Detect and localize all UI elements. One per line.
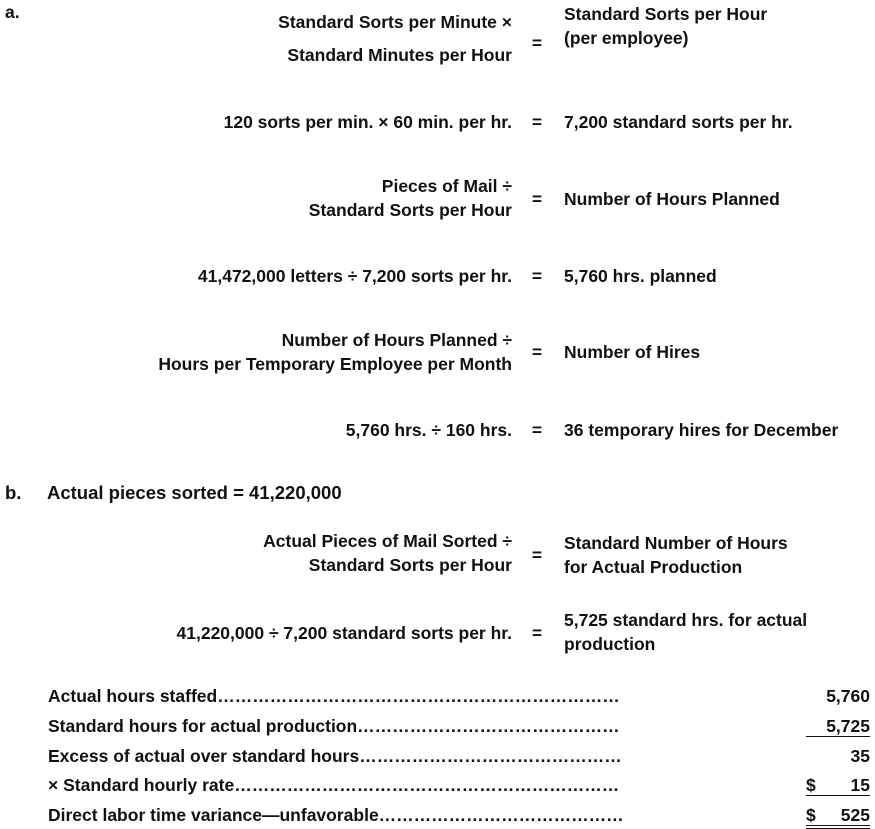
a-eq6-rhs: 36 temporary hires for December [564, 420, 839, 440]
b-eq1-lhs-line2: Standard Sorts per Hour [308, 555, 512, 575]
a-eq4-rhs: 5,760 hrs. planned [564, 266, 717, 286]
summary-row-label: × Standard hourly rate………………………………………………………… [48, 775, 620, 795]
part-b-heading: Actual pieces sorted = 41,220,000 [47, 482, 342, 503]
a-eq4-equals: = [531, 266, 543, 286]
a-eq6-lhs: 5,760 hrs. ÷ 160 hrs. [345, 420, 512, 440]
a-eq2-rhs: 7,200 standard sorts per hr. [564, 112, 793, 132]
a-eq1-lhs-line2: Standard Minutes per Hour [287, 45, 512, 65]
a-eq1-rhs-line1: Standard Sorts per Hour [564, 4, 768, 24]
summary-row-actual-hours [48, 684, 870, 708]
a-eq1-lhs-line1: Standard Sorts per Minute × [278, 12, 512, 32]
b-eq1-equals: = [531, 545, 543, 565]
a-eq3-equals: = [531, 189, 543, 209]
b-eq1-rhs [564, 531, 788, 579]
summary-row-value [851, 744, 870, 768]
a-eq3-lhs-line1: Pieces of Mail ÷ [381, 176, 512, 196]
a-eq1-equals: = [531, 33, 543, 53]
b-eq1-rhs-line1: Standard Number of Hours [564, 533, 788, 553]
summary-value-number: 15 [850, 775, 870, 795]
a-eq5-lhs-line2: Hours per Temporary Employee per Month [158, 354, 512, 374]
summary-currency-symbol: $ [806, 805, 816, 825]
a-eq1-rhs-line2: (per employee) [564, 28, 689, 48]
summary-value-number: 5,760 [826, 686, 870, 706]
a-eq5-lhs [158, 328, 512, 376]
summary-value-number: 35 [850, 746, 870, 766]
summary-value-number: 525 [840, 805, 870, 825]
b-eq2-rhs-line2: production [564, 634, 656, 654]
part-b-label: b. [5, 482, 22, 503]
summary-row-label: Direct labor time variance—unfavorable…………………………………… [48, 805, 624, 825]
a-eq3-lhs [309, 174, 512, 222]
summary-value-number: 5,725 [806, 716, 870, 737]
a-eq4-lhs: 41,472,000 letters ÷ 7,200 sorts per hr. [197, 266, 512, 286]
part-a-label: a. [5, 2, 20, 22]
a-eq2-equals: = [531, 112, 543, 132]
a-eq1-rhs [564, 2, 767, 50]
a-eq1-lhs [278, 10, 512, 67]
a-eq3-lhs-line2: Standard Sorts per Hour [308, 200, 512, 220]
summary-row-label: Actual hours staffed…………………………………………………………… [48, 686, 620, 706]
summary-row-hourly-rate [48, 773, 870, 797]
summary-row-label: Excess of actual over standard hours……………………………………… [48, 746, 622, 766]
a-eq5-equals: = [531, 342, 543, 362]
summary-currency-symbol: $ [806, 775, 816, 795]
a-eq2-lhs: 120 sorts per min. × 60 min. per hr. [223, 112, 512, 132]
a-eq3-rhs: Number of Hours Planned [564, 189, 780, 209]
summary-row-value [806, 714, 870, 738]
summary-row-value [806, 803, 870, 829]
a-eq6-equals: = [531, 420, 543, 440]
a-eq5-rhs: Number of Hires [564, 342, 701, 362]
summary-row-value [806, 773, 870, 797]
b-eq1-lhs [263, 529, 512, 577]
a-eq5-lhs-line1: Number of Hours Planned ÷ [281, 330, 512, 350]
summary-row-value [826, 684, 870, 708]
b-eq2-rhs [564, 608, 807, 656]
b-eq1-rhs-line2: for Actual Production [564, 557, 743, 577]
b-eq1-lhs-line1: Actual Pieces of Mail Sorted ÷ [263, 531, 512, 551]
summary-row-label: Standard hours for actual production……………………………………… [48, 716, 620, 736]
summary-row-standard-hours [48, 714, 870, 738]
summary-row-excess-hours [48, 744, 870, 768]
b-eq2-rhs-line1: 5,725 standard hrs. for actual [564, 610, 808, 630]
summary-row-time-variance [48, 803, 870, 827]
b-eq2-lhs: 41,220,000 ÷ 7,200 standard sorts per hr. [176, 623, 512, 643]
b-eq2-equals: = [531, 623, 543, 643]
